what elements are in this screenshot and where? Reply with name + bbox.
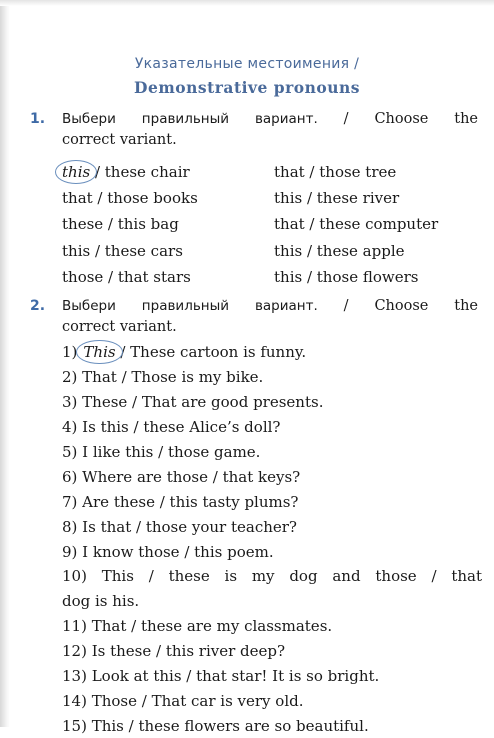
item10-word: This [101, 567, 134, 586]
item-text: Those / That car is very old. [86, 691, 304, 710]
grid-cell-left: that / those books [62, 189, 198, 208]
item-text: That / these are my classmates. [86, 617, 333, 636]
grid-cell-right: that / these computer [274, 215, 439, 234]
item-number: 8) [62, 517, 78, 536]
title-english: Demonstrative pronouns [134, 78, 360, 97]
exercise-item [62, 539, 482, 564]
grid-row [62, 185, 482, 211]
item-number: 12) [62, 642, 87, 661]
item-number: 9) [62, 542, 78, 561]
instr-word: / [343, 111, 349, 127]
item-text: Where are those / that keys? [77, 467, 301, 486]
item-number: 1) [62, 343, 78, 362]
item10-word: that [451, 567, 482, 586]
instr-word: Выбери [62, 298, 116, 314]
item10-word: my [251, 567, 275, 586]
exercise-item [62, 440, 482, 465]
item10-word: is [224, 567, 238, 586]
instr-word: Choose [374, 111, 429, 127]
instr-word: Выбери [62, 111, 116, 127]
task2-instruction-line2: correct variant. [62, 319, 177, 335]
instr-word: Choose [374, 298, 429, 314]
exercise-item-10-continued: dog is his. [62, 592, 140, 611]
grid-cell-left: this / these cars [62, 241, 183, 260]
task1-number: 1. [30, 111, 46, 127]
exercise-item [62, 365, 482, 390]
grid-cell-left [62, 163, 274, 181]
instr-word: the [454, 298, 478, 314]
task2-instruction [62, 296, 478, 338]
instr-word: the [454, 111, 478, 127]
item10-word: and [332, 567, 361, 586]
item-number: 14) [62, 691, 87, 710]
item-number: 7) [62, 492, 78, 511]
grid-cell-right: this / these apple [274, 241, 405, 260]
exercise-item [62, 464, 482, 489]
item-text: I know those / this poem. [77, 542, 274, 561]
item-number: 5) [62, 443, 78, 461]
grid-cell-right: this / these river [274, 189, 400, 208]
item-number: 4) [62, 418, 78, 437]
item-text: These / That are good presents. [77, 393, 324, 412]
exercise-item [62, 390, 482, 415]
option-text: / these chair [90, 163, 190, 182]
exercise-item [62, 514, 482, 539]
grid-row [62, 159, 482, 185]
exercise-item [62, 639, 482, 664]
instr-word: правильный [141, 298, 230, 314]
item-number: 15) [62, 716, 87, 735]
item-text: Is these / this river deep? [86, 642, 286, 661]
exercise-item [62, 489, 482, 514]
item-text: Are these / this tasty plums? [77, 492, 299, 511]
title-russian: Указательные местоимения / [134, 56, 360, 72]
item10-word: 10) [62, 567, 87, 586]
item-text: Is this / these Alice’s doll? [77, 418, 281, 437]
task2-instruction-line1 [62, 296, 478, 317]
task1-instruction-line2: correct variant. [62, 132, 177, 148]
exercise-item-10 [62, 564, 482, 589]
item10-word: / [431, 567, 437, 586]
instr-word: правильный [141, 111, 230, 127]
grid-cell-right: that / those tree [274, 163, 397, 182]
grid-cell-left: these / this bag [62, 215, 179, 234]
grid-cell-left: those / that stars [62, 267, 191, 286]
instr-word: вариант. [254, 111, 318, 127]
item10-word: these [168, 567, 210, 586]
item-text: / These cartoon is funny. [115, 343, 307, 362]
item-text: This / these flowers are so beautiful. [86, 716, 369, 735]
exercise-item [62, 713, 482, 738]
item-text: Is that / those your teacher? [77, 517, 297, 536]
instr-word: / [343, 298, 349, 314]
item-text: Look at this / that star! It is so bright. [86, 667, 380, 686]
item10-word: dog [289, 567, 318, 586]
item-number: 13) [62, 667, 87, 686]
circled-answer: This [83, 343, 116, 362]
grid-row [62, 238, 482, 264]
item-text: I like this / those game. [77, 443, 261, 461]
exercise-item [62, 688, 482, 713]
item-number: 11) [62, 617, 87, 636]
page-top-shadow [0, 0, 494, 6]
task1-options-grid [62, 159, 482, 290]
circled-answer: this [62, 163, 91, 182]
exercise-item [62, 614, 482, 639]
item10-word: those [375, 567, 417, 586]
grid-row [62, 264, 482, 290]
page-fold-shadow [0, 0, 10, 727]
task1-instruction [62, 109, 478, 151]
exercise-item [62, 664, 482, 689]
grid-row [62, 211, 482, 237]
task2-number: 2. [30, 298, 46, 314]
item-text: That / Those is my bike. [77, 368, 264, 387]
instr-word: вариант. [254, 298, 318, 314]
item10-word: / [148, 567, 154, 586]
exercise-item [62, 340, 482, 365]
item-number: 2) [62, 368, 78, 387]
task1-instruction-line1 [62, 109, 478, 130]
grid-cell-right: this / those flowers [274, 267, 419, 286]
exercise-item [62, 415, 482, 440]
task2-exercise-list [62, 340, 482, 738]
item-number: 6) [62, 467, 78, 486]
item-number: 3) [62, 393, 78, 412]
